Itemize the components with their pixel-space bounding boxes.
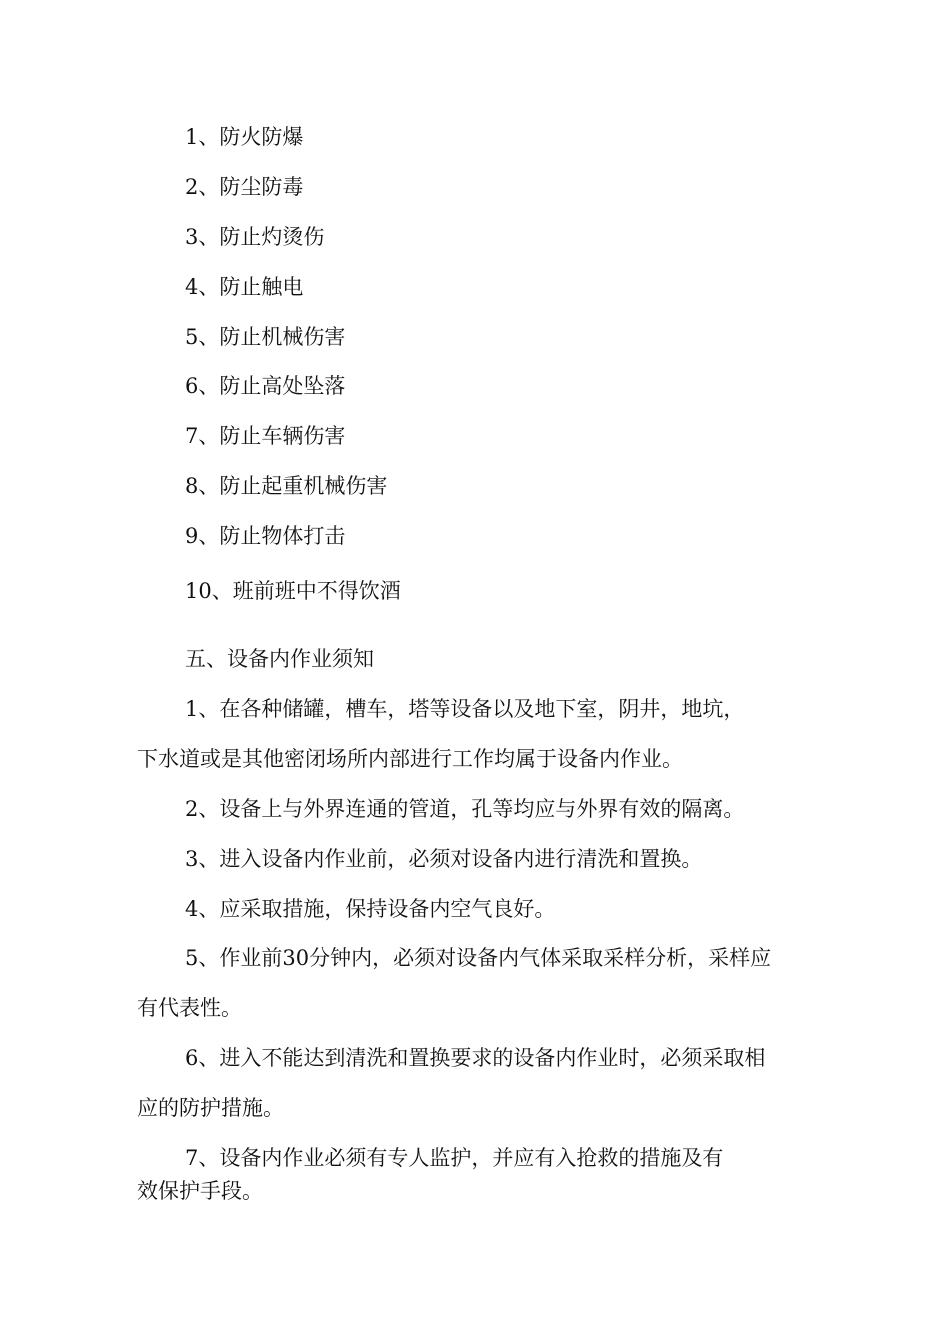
list-item: 2、防尘防毒 [185,175,304,199]
paragraph-line: 2、设备上与外界连通的管道，孔等均应与外界有效的隔离。 [185,797,745,821]
list-item: 7、防止车辆伤害 [185,424,346,448]
paragraph-line: 7、设备内作业必须有专人监护，并应有入抢救的措施及有 [185,1146,724,1170]
section-heading: 五、设备内作业须知 [185,647,374,671]
list-item: 1、防火防爆 [185,125,304,149]
list-item: 10、班前班中不得饮酒 [185,579,401,603]
list-item: 4、防止触电 [185,275,304,299]
paragraph-line: 有代表性。 [137,996,242,1020]
list-item: 8、防止起重机械伤害 [185,474,388,498]
paragraph-line: 1、在各种储罐，槽车，塔等设备以及地下室，阴井，地坑， [185,697,745,721]
list-item: 5、防止机械伤害 [185,325,346,349]
list-item: 3、防止灼烫伤 [185,225,325,249]
list-item: 6、防止高处坠落 [185,374,346,398]
list-item: 9、防止物体打击 [185,524,346,548]
paragraph-line: 3、进入设备内作业前，必须对设备内进行清洗和置换。 [185,847,703,871]
paragraph-line: 6、进入不能达到清洗和置换要求的设备内作业时，必须采取相 [185,1046,766,1070]
paragraph-line: 4、应采取措施，保持设备内空气良好。 [185,897,556,921]
paragraph-line: 下水道或是其他密闭场所内部进行工作均属于设备内作业。 [137,747,683,771]
paragraph-line: 5、作业前30分钟内，必须对设备内气体采取采样分析，采样应 [185,946,772,970]
paragraph-line: 效保护手段。 [137,1179,263,1203]
paragraph-line: 应的防护措施。 [137,1096,284,1120]
